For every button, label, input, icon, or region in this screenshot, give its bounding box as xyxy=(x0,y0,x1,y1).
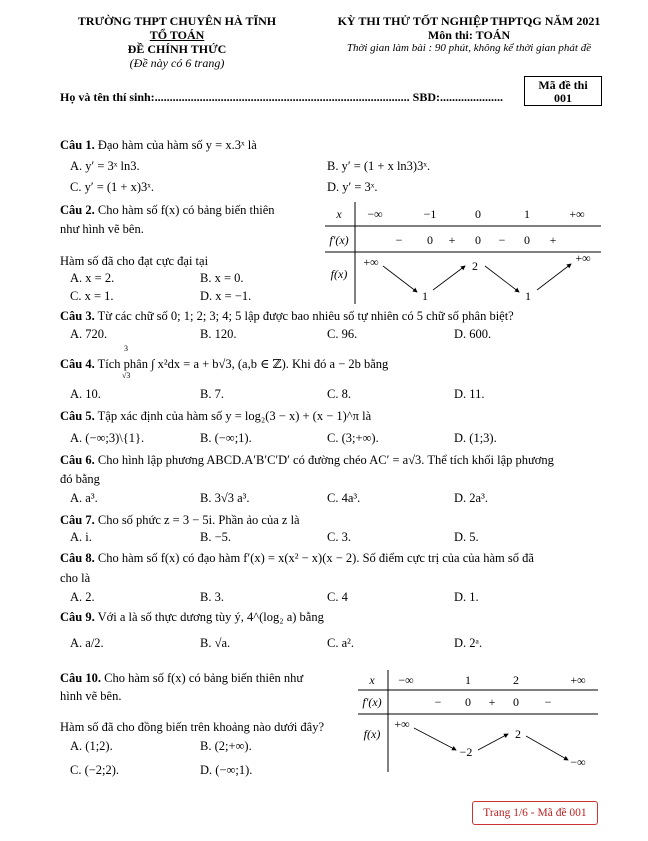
q2-option-d: D. x = −1. xyxy=(200,289,252,303)
question-8 xyxy=(60,551,534,566)
q2-option-a: A. x = 2. xyxy=(70,271,115,285)
question-number: Câu 3. xyxy=(60,309,95,323)
x-value: −∞ xyxy=(398,673,414,687)
question-2 xyxy=(60,203,275,218)
question-stem: Đạo hàm của hàm số y = x.3ˣ là xyxy=(97,138,257,152)
f-value: +∞ xyxy=(363,255,379,269)
q6-option-a: A. a³. xyxy=(70,491,98,505)
f-value: +∞ xyxy=(394,717,410,731)
q9-option-a: A. a/2. xyxy=(70,636,104,650)
sign: − xyxy=(544,695,552,709)
q7-option-c: C. 3. xyxy=(327,530,351,544)
question-stem: Cho số phức z = 3 − 5i. Phần ảo của z là xyxy=(97,513,300,527)
q10-option-d: D. (−∞;1). xyxy=(200,763,253,777)
q4-option-d: D. 11. xyxy=(454,387,485,401)
school-name: TRƯỜNG THPT CHUYÊN HÀ TĨNH xyxy=(77,14,277,28)
variation-table-q10 xyxy=(358,668,598,774)
q8-option-c: C. 4 xyxy=(327,590,348,604)
decrease-arrow xyxy=(526,736,568,760)
q4-option-b: B. 7. xyxy=(200,387,224,401)
question-3 xyxy=(60,309,514,324)
x-value: 1 xyxy=(465,673,471,687)
f-value: −∞ xyxy=(570,755,586,769)
integral-upper-limit: 3 xyxy=(124,344,128,353)
sign: − xyxy=(434,695,442,709)
q4-option-a: A. 10. xyxy=(70,387,101,401)
question-stem-line2: đó bằng xyxy=(60,472,100,486)
sign: 0 xyxy=(524,233,530,247)
q1-option-a: A. y′ = 3ˣ ln3. xyxy=(70,159,140,173)
question-stem-line1: Cho hình lập phương ABCD.A′B′C′D′ có đường chéo AC′ = a√3. Thể tích khối lập phương xyxy=(97,453,554,467)
q3-option-c: C. 96. xyxy=(327,327,358,341)
increase-arrow xyxy=(433,266,465,290)
f-value: 1 xyxy=(422,289,428,303)
question-10 xyxy=(60,671,303,686)
question-stem: Với a là số thực dương tùy ý, 4^(log₂ a) bằng xyxy=(97,610,324,624)
department-name: TỔ TOÁN xyxy=(149,28,205,42)
official-label: ĐỀ CHÍNH THỨC xyxy=(127,42,227,56)
decrease-arrow xyxy=(383,266,417,292)
q1-option-d: D. y′ = 3ˣ. xyxy=(327,180,378,194)
q5-option-c: C. (3;+∞). xyxy=(327,431,379,445)
f-value: −2 xyxy=(459,745,473,759)
x-value: +∞ xyxy=(570,673,586,687)
sign: 0 xyxy=(513,695,519,709)
q3-option-b: B. 120. xyxy=(200,327,237,341)
q6-option-b: B. 3√3 a³. xyxy=(200,491,250,505)
decrease-arrow xyxy=(414,728,456,750)
q5-option-b: B. (−∞;1). xyxy=(200,431,252,445)
q6-option-d: D. 2a³. xyxy=(454,491,488,505)
f-value: 1 xyxy=(525,289,531,303)
q5-option-d: D. (1;3). xyxy=(454,431,497,445)
f-value: +∞ xyxy=(575,251,591,265)
sign: + xyxy=(549,233,557,247)
q1-option-b: B. y′ = (1 + x ln3)3ˣ. xyxy=(327,159,431,173)
q2-option-c: C. x = 1. xyxy=(70,289,114,303)
student-info-line: Họ và tên thí sinh:..................................................................................... SBD:..................... xyxy=(60,90,504,104)
question-number: Câu 7. xyxy=(60,513,95,527)
f-label: f(x) xyxy=(363,727,381,741)
question-number: Câu 6. xyxy=(60,453,95,467)
fprime-label: f′(x) xyxy=(329,233,349,247)
sign: 0 xyxy=(465,695,471,709)
question-1 xyxy=(60,138,257,153)
variation-table-q2 xyxy=(325,200,601,306)
time-note: Thời gian làm bài : 90 phút, không kể thời gian phát đề xyxy=(346,42,592,54)
question-stem: Từ các chữ số 0; 1; 2; 3; 4; 5 lập được bao nhiêu số tự nhiên có 5 chữ số phân biệt? xyxy=(97,309,514,323)
q9-option-d: D. 2ᵃ. xyxy=(454,636,483,650)
sign: + xyxy=(488,695,496,709)
question-ask: Hàm số đã cho đạt cực đại tại xyxy=(60,254,209,268)
question-stem-line2: như hình vẽ bên. xyxy=(60,222,144,236)
sign: − xyxy=(498,233,506,247)
exam-title: KỲ THI THỬ TỐT NGHIỆP THPTQG NĂM 2021 xyxy=(337,14,601,28)
q10-option-b: B. (2;+∞). xyxy=(200,739,252,753)
question-stem-line1: Cho hàm số f(x) có bảng biến thiên như xyxy=(104,671,304,685)
f-value: 2 xyxy=(515,727,521,741)
exam-code-value: 001 xyxy=(554,91,572,105)
q2-option-b: B. x = 0. xyxy=(200,271,244,285)
x-label: x xyxy=(369,673,375,687)
question-4 xyxy=(60,356,388,372)
q3-option-a: A. 720. xyxy=(70,327,108,341)
integral-lower-limit: √3 xyxy=(122,371,131,380)
q8-option-d: D. 1. xyxy=(454,590,479,604)
q10-option-a: A. (1;2). xyxy=(70,739,113,753)
question-6 xyxy=(60,453,554,468)
q4-option-c: C. 8. xyxy=(327,387,351,401)
increase-arrow xyxy=(478,734,508,750)
sign: + xyxy=(448,233,456,247)
f-label: f(x) xyxy=(330,267,348,281)
page-footer: Trang 1/6 - Mã đề 001 xyxy=(472,801,598,825)
question-stem-line1: Cho hàm số f(x) có bảng biến thiên xyxy=(97,203,275,217)
x-label: x xyxy=(336,207,342,221)
q7-option-a: A. i. xyxy=(70,530,92,544)
q9-option-b: B. √a. xyxy=(200,636,231,650)
pages-note: (Đề này có 6 trang) xyxy=(129,56,225,70)
q5-option-a: A. (−∞;3)\{1}. xyxy=(70,431,145,445)
q1-option-c: C. y′ = (1 + x)3ˣ. xyxy=(70,180,154,194)
q8-option-a: A. 2. xyxy=(70,590,95,604)
q10-option-c: C. (−2;2). xyxy=(70,763,120,777)
question-number: Câu 10. xyxy=(60,671,101,685)
q7-option-b: B. −5. xyxy=(200,530,232,544)
sign: 0 xyxy=(427,233,433,247)
x-value: 2 xyxy=(513,673,519,687)
exam-code-label: Mã đề thi xyxy=(538,78,588,92)
question-ask: Hàm số đã cho đồng biến trên khoảng nào dưới đây? xyxy=(60,720,325,734)
decrease-arrow xyxy=(485,266,519,292)
sign: 0 xyxy=(475,233,481,247)
x-value: −1 xyxy=(423,207,437,221)
question-stem-line2: cho là xyxy=(60,571,91,585)
question-number: Câu 5. xyxy=(60,409,95,423)
x-value: −∞ xyxy=(367,207,383,221)
fprime-label: f′(x) xyxy=(362,695,382,709)
increase-arrow xyxy=(537,264,571,290)
question-number: Câu 2. xyxy=(60,203,95,217)
question-stem-line2: hình vẽ bên. xyxy=(60,689,122,703)
question-number: Câu 4. xyxy=(60,357,95,371)
x-value: 1 xyxy=(524,207,530,221)
q6-option-c: C. 4a³. xyxy=(327,491,361,505)
q7-option-d: D. 5. xyxy=(454,530,479,544)
question-number: Câu 8. xyxy=(60,551,95,565)
f-value: 2 xyxy=(472,259,478,273)
question-7 xyxy=(60,513,300,528)
question-number: Câu 9. xyxy=(60,610,95,624)
question-stem-line1: Cho hàm số f(x) có đạo hàm f′(x) = x(x² − x)(x − 2). Số điểm cực trị của của hàm số đã xyxy=(97,551,534,565)
q3-option-d: D. 600. xyxy=(454,327,492,341)
question-stem: Tích phân ∫ x²dx = a + b√3, (a,b ∈ ℤ). Khi đó a − 2b bằng xyxy=(97,357,389,371)
question-5 xyxy=(60,409,371,424)
q8-option-b: B. 3. xyxy=(200,590,224,604)
x-value: 0 xyxy=(475,207,481,221)
q9-option-c: C. a². xyxy=(327,636,355,650)
question-number: Câu 1. xyxy=(60,138,95,152)
subject-label: Môn thi: TOÁN xyxy=(427,28,511,42)
exam-code-box xyxy=(524,76,602,106)
sign: − xyxy=(395,233,403,247)
question-stem: Tập xác định của hàm số y = log₂(3 − x) + (x − 1)^π là xyxy=(97,409,372,423)
x-value: +∞ xyxy=(569,207,585,221)
question-9 xyxy=(60,610,324,625)
